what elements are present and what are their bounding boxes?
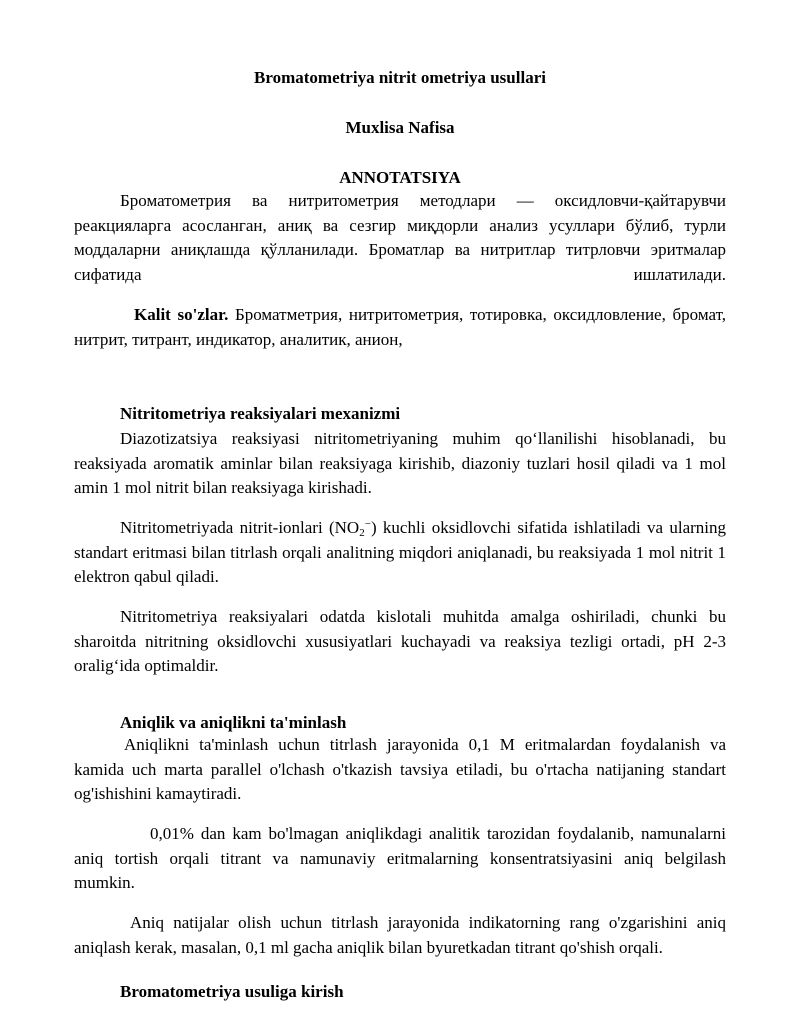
section2-paragraph-3: Aniq natijalar olish uchun titrlash jarayonida indikatorning rang o'zgarishini aniq aniqlash kerak, masalan, 0,1 ml gacha aniqlik bilan byuretkadan titrant qo'shish orqali. bbox=[74, 913, 726, 957]
p2-superscript: − bbox=[364, 518, 371, 530]
p2-subscript: 2 bbox=[359, 527, 365, 539]
section1-paragraph-1: Diazotizatsiya reaksiyasi nitritometriyaning muhim qo‘llanilishi hisoblanadi, bu reaksiyada aromatik aminlar bilan reaksiyaga kirishib, diazoniy tuzlari hosil qiladi va 1 mol amin 1 mol nitrit bilan reaksiyaga kirishadi. bbox=[74, 429, 726, 497]
section-heading-bromatometry: Bromatometriya usuliga kirish bbox=[120, 982, 344, 1001]
section2-paragraph-1: Aniqlikni ta'minlash uchun titrlash jarayonida 0,1 M eritmalardan foydalanish va kamida uch marta parallel o'lchash o'tkazish tavsiya etiladi, bu o'rtacha natijaning standart og'ishishini kamaytiradi. bbox=[74, 735, 726, 803]
section2-paragraph-2: 0,01% dan kam bo'lmagan aniqlikdagi analitik tarozidan foydalanib, namunalarni aniq tortish orqali titrant va namunaviy eritmalarning konsentratsiyasini aniq belgilash mumkin. bbox=[74, 824, 726, 892]
keywords-label: Kalit so'zlar. bbox=[134, 305, 229, 324]
author-name: Muxlisa Nafisa bbox=[345, 118, 455, 137]
p2-after: ) kuchli oksidlovchi sifatida ishlatiladi va ularning standart eritmasi bilan titrlash orqali analitning miqdori aniqlanadi, bu reaksiyada 1 mol nitrit 1 elektron qabul qiladi. bbox=[74, 518, 727, 586]
p2-before: Nitritometriyada nitrit-ionlari (NO bbox=[120, 518, 360, 537]
keywords-paragraph bbox=[74, 303, 726, 352]
document-title: Bromatometriya nitrit ometriya usullari bbox=[254, 68, 546, 87]
section1-paragraph-3: Nitritometriya reaksiyalari odatda kislotali muhitda amalga oshiriladi, chunki bu sharoitda nitritning oksidlovchi xususiyatlari kuchayadi va reaksiya tezligi ortadi, pH 2-3 oralig‘ida optimaldir. bbox=[74, 607, 726, 675]
section-heading-accuracy: Aniqlik va aniqlikni ta'minlash bbox=[120, 713, 347, 732]
section1-paragraph-2 bbox=[74, 516, 726, 590]
annotation-paragraph: Броматометрия ва нитритометрия методлари — оксидловчи-қайтарувчи реакцияларга асосланган, аниқ ва сезгир миқдорли анализ усуллари бўлиб, турли моддаларни аниқлашда қўлланилади. Броматлар ва нитритлар титрловчи эритмалар сифатида ишлатилади. bbox=[74, 191, 726, 284]
annotation-heading: ANNOTATSIYA bbox=[339, 168, 461, 187]
keywords-text: Броматметрия, нитритометрия, тотировка, оксидловление, бромат, нитрит, титрант, индикатор, аналитик, анион, bbox=[74, 305, 726, 349]
section-heading-nitritometry: Nitritometriya reaksiyalari mexanizmi bbox=[120, 404, 401, 423]
